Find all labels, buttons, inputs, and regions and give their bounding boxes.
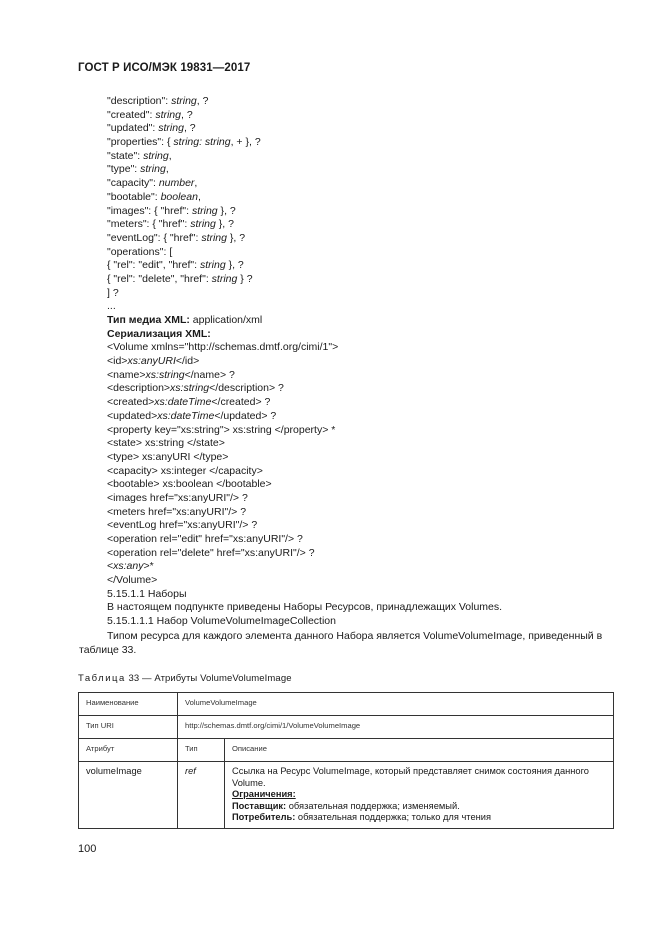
json-type: string — [190, 218, 216, 231]
xml-tail: </created> ? — [211, 396, 271, 409]
attr-type: ref — [185, 766, 196, 776]
section-heading-1: 5.15.1.1 Наборы — [107, 587, 187, 600]
json-tail: , ? — [181, 108, 193, 121]
table-header-row — [79, 739, 614, 762]
json-key: { "rel": "edit", "href": — [107, 259, 200, 272]
type-cell — [178, 762, 225, 829]
json-type: string — [211, 272, 238, 285]
xml-line — [107, 560, 627, 574]
xml-line — [107, 506, 627, 520]
json-key: "created": — [107, 108, 156, 121]
json-tail: }, ? — [225, 259, 244, 272]
xml-key: <property key="xs:string"> xs:string </property> * — [107, 423, 336, 436]
json-key: "updated": — [107, 122, 159, 135]
consumer-line — [232, 812, 606, 824]
xml-line — [107, 355, 627, 369]
xml-tail: >* — [143, 560, 154, 573]
json-tail: , ? — [196, 95, 209, 107]
json-line — [107, 109, 627, 123]
json-line — [107, 232, 627, 246]
xml-key: <id> — [107, 355, 128, 368]
json-line — [107, 150, 627, 164]
json-line — [107, 287, 627, 301]
attributes-table — [78, 692, 614, 829]
description-text: Ссылка на Ресурс VolumeImage, который представляет снимок состояния данного Volume. — [232, 766, 589, 788]
json-type: string — [191, 204, 218, 217]
col-header-description: Описание — [225, 739, 614, 762]
json-line — [107, 136, 627, 150]
xml-type: xs:dateTime — [154, 396, 212, 409]
xml-tail: </name> ? — [184, 368, 235, 381]
media-type-line — [107, 314, 627, 328]
json-line — [107, 122, 627, 136]
serialization-line — [107, 328, 627, 342]
xml-line — [107, 369, 627, 383]
col-header-type: Тип — [178, 739, 225, 762]
page-header: ГОСТ Р ИСО/МЭК 19831—2017 — [78, 62, 251, 74]
json-tail: } ? — [237, 272, 253, 285]
uri-label-cell: Тип URI — [79, 716, 178, 739]
json-key: "meters": { "href": — [107, 218, 191, 231]
json-tail: , — [165, 163, 169, 176]
limits-heading: Ограничения: — [232, 789, 296, 799]
table-row-uri — [79, 716, 614, 739]
xml-key: <type> xs:anyURI </type> — [107, 450, 229, 463]
media-type-label: Тип медиа XML: — [107, 314, 190, 326]
table-row — [79, 762, 614, 829]
json-tail: , + }, ? — [230, 136, 261, 149]
xml-example — [107, 341, 627, 587]
json-tail: , — [168, 149, 172, 162]
name-label-cell: Наименование — [79, 693, 178, 716]
xml-line — [107, 382, 627, 396]
xml-key: <updated> — [107, 409, 158, 422]
uri-value-cell: http://schemas.dmtf.org/cimi/1/VolumeVolumeImage — [178, 716, 614, 739]
xml-line — [107, 410, 627, 424]
xml-line — [107, 533, 627, 547]
provider-value: обязательная поддержка; изменяемый. — [286, 800, 460, 811]
json-tail: , — [197, 190, 201, 203]
xml-line — [107, 478, 627, 492]
name-value-cell: VolumeVolumeImage — [178, 693, 614, 716]
json-line — [107, 246, 627, 260]
json-tail: , — [194, 177, 198, 190]
table-caption — [78, 673, 292, 684]
json-line — [107, 163, 627, 177]
json-key: "eventLog": { "href": — [107, 231, 202, 244]
xml-line — [107, 396, 627, 410]
xml-key: <name> — [107, 368, 146, 381]
json-line — [107, 205, 627, 219]
xml-line — [107, 424, 627, 438]
xml-type: xs:string — [145, 368, 185, 381]
body-text — [79, 95, 627, 658]
json-line — [107, 273, 627, 287]
provider-line — [232, 801, 606, 813]
xml-tail: </id> — [175, 355, 200, 368]
json-tail: }, ? — [215, 218, 234, 231]
json-key: "bootable": — [107, 190, 161, 203]
xml-key: <created> — [107, 396, 155, 409]
json-type: boolean — [160, 190, 198, 203]
json-key: ... — [107, 300, 116, 313]
attr-cell — [79, 762, 178, 829]
xml-key: < — [107, 560, 114, 573]
xml-key: <operation rel="edit" href="xs:anyURI"/> ? — [107, 533, 303, 545]
col-header-attribute: Атрибут — [79, 739, 178, 762]
json-type: string — [201, 231, 227, 244]
json-type: string — [199, 259, 226, 272]
xml-line — [107, 492, 627, 506]
json-line — [107, 177, 627, 191]
json-type: string — [155, 108, 181, 121]
paragraph-2-text: Типом ресурса для каждого элемента данного Набора является VolumeVolumeImage, приведенный в таблице 33. — [79, 629, 603, 657]
json-type: number — [158, 177, 195, 190]
xml-key: <meters href="xs:anyURI"/> ? — [107, 505, 247, 518]
json-key: "type": — [107, 163, 141, 176]
xml-line — [107, 341, 627, 355]
xml-line — [107, 574, 627, 588]
xml-key: <description> — [107, 382, 171, 395]
description-cell — [225, 762, 614, 829]
xml-line — [107, 451, 627, 465]
json-type: string: string — [173, 136, 231, 149]
xml-type: xs:anyURI — [127, 355, 176, 368]
xml-type: xs:dateTime — [157, 409, 215, 422]
xml-tail: </updated> ? — [214, 409, 277, 422]
json-key: "state": — [107, 149, 144, 162]
xml-key: <images href="xs:anyURI"/> ? — [107, 491, 248, 504]
attr-name: volumeImage — [86, 766, 142, 776]
json-line — [107, 218, 627, 232]
xml-type: xs:string — [170, 382, 210, 395]
json-tail: , ? — [183, 122, 196, 135]
xml-key: <bootable> xs:boolean </bootable> — [107, 478, 272, 491]
json-key: "properties": { — [107, 136, 174, 149]
xml-key: <operation rel="delete" href="xs:anyURI"/> ? — [107, 546, 315, 559]
xml-line — [107, 465, 627, 479]
xml-line — [107, 547, 627, 561]
table-row-name — [79, 693, 614, 716]
json-type: string — [140, 163, 166, 176]
xml-type: xs:any — [113, 560, 144, 573]
table-caption-text: 33 — Атрибуты VolumeVolumeImage — [125, 673, 292, 684]
json-key: { "rel": "delete", "href": — [107, 272, 212, 285]
xml-line — [107, 519, 627, 533]
json-tail: }, ? — [217, 204, 236, 217]
json-key: "description": — [107, 95, 172, 107]
serialization-label: Сериализация XML: — [107, 327, 211, 340]
json-key: ] ? — [107, 286, 119, 299]
json-line — [107, 259, 627, 273]
paragraph-1: В настоящем подпункте приведены Наборы Ресурсов, принадлежащих Volumes. — [107, 601, 503, 614]
json-line — [107, 95, 627, 109]
xml-line — [107, 437, 627, 451]
json-line — [107, 300, 627, 314]
json-key: "operations": [ — [107, 245, 173, 258]
xml-tail: </description> ? — [209, 382, 284, 395]
section-heading-2: 5.15.1.1.1 Набор VolumeVolumeImageCollection — [107, 615, 336, 628]
table-caption-word: Таблица — [78, 673, 126, 684]
json-example — [107, 95, 627, 314]
xml-key: </Volume> — [107, 574, 158, 587]
json-type: string — [171, 95, 197, 107]
json-type: string — [143, 149, 169, 162]
json-line — [107, 191, 627, 205]
consumer-value: обязательная поддержка; только для чтения — [295, 812, 491, 822]
json-key: "capacity": — [107, 177, 159, 190]
xml-key: <Volume xmlns="http://schemas.dmtf.org/cimi/1"> — [107, 341, 339, 354]
page-number: 100 — [78, 843, 97, 855]
xml-key: <state> xs:string </state> — [107, 437, 225, 450]
xml-key: <capacity> xs:integer </capacity> — [107, 464, 263, 477]
paragraph-2 — [79, 629, 625, 658]
media-type-value: application/xml — [189, 314, 263, 326]
json-type: string — [158, 122, 184, 135]
json-tail: }, ? — [227, 231, 246, 244]
provider-label: Поставщик: — [232, 800, 287, 811]
consumer-label: Потребитель: — [232, 812, 296, 822]
xml-key: <eventLog href="xs:anyURI"/> ? — [107, 519, 258, 532]
json-key: "images": { "href": — [107, 204, 192, 217]
